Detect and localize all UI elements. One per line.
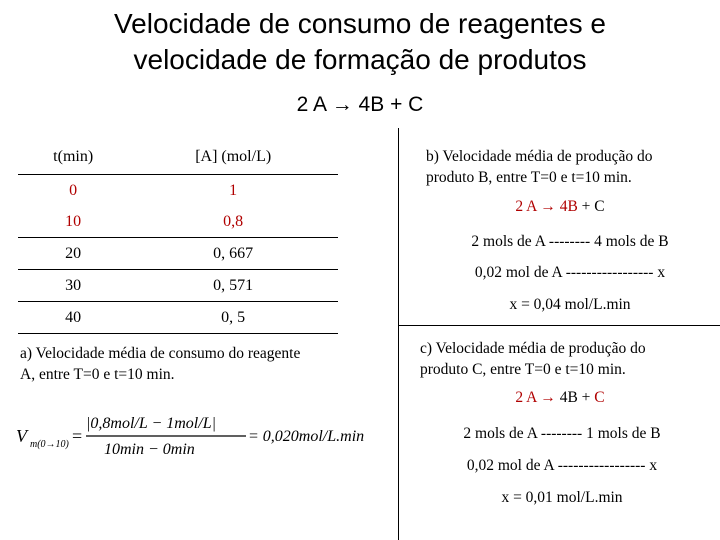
header-concentration: [A] (mol/L) bbox=[128, 140, 338, 175]
section-b-eq-plus: + C bbox=[581, 198, 605, 215]
cell-concentration: 0, 5 bbox=[128, 302, 338, 334]
section-b-line-1: b) Velocidade média de produção do bbox=[426, 148, 653, 165]
section-b-ratio: 2 mols de A -------- 4 mols de B bbox=[471, 233, 669, 250]
cell-concentration: 0,8 bbox=[128, 206, 338, 238]
section-c-eq-lhs: 2 A bbox=[515, 389, 537, 406]
section-c-question bbox=[420, 338, 716, 380]
formula-subscript: m(0→10) bbox=[30, 439, 69, 450]
reaction-rhs: 4B + C bbox=[358, 93, 424, 116]
header-time: t(min) bbox=[18, 140, 128, 175]
page-title bbox=[0, 6, 720, 78]
formula-v: V bbox=[16, 426, 27, 446]
arrow-right-icon: → bbox=[540, 198, 556, 215]
horizontal-divider bbox=[398, 325, 720, 326]
cell-time: 40 bbox=[18, 302, 128, 334]
reaction-equation bbox=[0, 92, 720, 118]
section-b-eq-lhs: 2 A bbox=[515, 198, 537, 215]
section-c-eq-mid: 4B + bbox=[559, 389, 591, 406]
section-b-question bbox=[426, 146, 716, 188]
section-c-equation bbox=[400, 387, 720, 408]
table-row bbox=[18, 270, 338, 302]
section-a-question bbox=[20, 343, 390, 385]
cell-time: 10 bbox=[18, 206, 128, 238]
section-c-ratio: 2 mols de A -------- 1 mols de B bbox=[463, 425, 661, 442]
section-b-rule: 0,02 mol de A ----------------- x bbox=[474, 264, 666, 281]
cell-concentration: 0, 571 bbox=[128, 270, 338, 302]
section-c-line-2: produto C, entre T=0 e t=10 min. bbox=[420, 361, 626, 378]
table-row bbox=[18, 302, 338, 334]
section-c-line-1: c) Velocidade média de produção do bbox=[420, 340, 646, 357]
table-row bbox=[18, 206, 338, 238]
formula-numerator: |0,8mol/L − 1mol/L| bbox=[86, 415, 216, 432]
cell-time: 20 bbox=[18, 238, 128, 270]
cell-concentration: 0, 667 bbox=[128, 238, 338, 270]
table-header-row bbox=[18, 140, 338, 175]
average-rate-formula bbox=[14, 410, 394, 458]
cell-time: 0 bbox=[69, 181, 78, 199]
formula-equals: = bbox=[72, 426, 83, 446]
section-b-answer: x = 0,04 mol/L.min bbox=[509, 296, 631, 313]
table-row bbox=[18, 175, 338, 207]
vertical-divider bbox=[398, 128, 399, 540]
formula-result: = 0,020mol/L.min bbox=[248, 428, 365, 445]
section-b-line-2: produto B, entre T=0 e t=10 min. bbox=[426, 169, 632, 186]
formula-denominator: 10min − 0min bbox=[104, 441, 195, 458]
section-b-eq-b: 4B bbox=[559, 198, 578, 215]
section-a-line-2: A, entre T=0 e t=10 min. bbox=[20, 366, 175, 383]
section-c-eq-c: C bbox=[594, 389, 605, 406]
arrow-right-icon: → bbox=[331, 93, 353, 116]
table-row bbox=[18, 238, 338, 270]
title-line-1: Velocidade de consumo de reagentes e bbox=[114, 8, 606, 39]
arrow-right-icon: → bbox=[540, 389, 556, 406]
reaction-lhs: 2 A bbox=[296, 93, 326, 116]
cell-concentration: 1 bbox=[229, 181, 238, 199]
concentration-table bbox=[18, 140, 338, 334]
section-b-equation bbox=[400, 196, 720, 217]
title-line-2: velocidade de formação de produtos bbox=[133, 44, 587, 75]
section-c-rule: 0,02 mol de A ----------------- x bbox=[466, 457, 658, 474]
section-c-answer: x = 0,01 mol/L.min bbox=[501, 489, 623, 506]
section-a-line-1: a) Velocidade média de consumo do reagente bbox=[20, 345, 301, 362]
cell-time: 30 bbox=[18, 270, 128, 302]
